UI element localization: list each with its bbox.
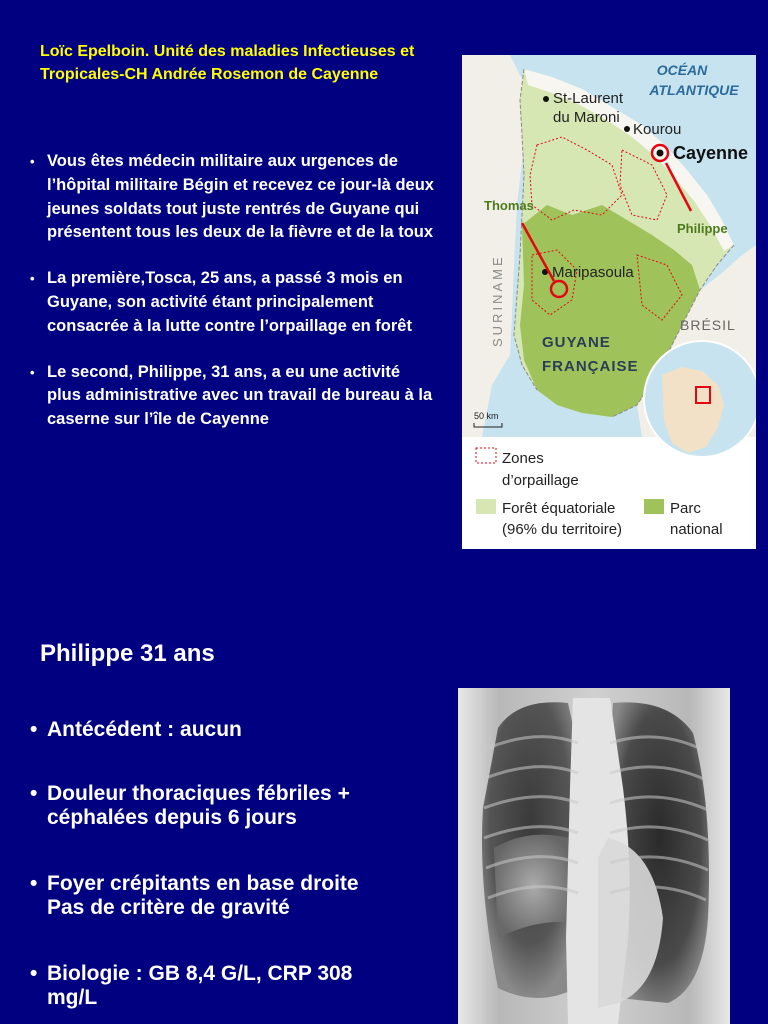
finding-line: Douleur thoraciques fébriles + (47, 782, 350, 805)
legend-swatch-zones (476, 448, 496, 463)
list-item (30, 718, 440, 742)
finding-line: mg/L (47, 986, 98, 1009)
city-cayenne: Cayenne (673, 143, 749, 163)
city-dot-kourou (624, 126, 630, 132)
list-item (30, 962, 440, 1010)
bullet-icon: • (30, 364, 35, 380)
bullet-icon: • (30, 154, 35, 169)
guyane-label-1: GUYANE (542, 334, 611, 351)
legend-foret-1: Forêt équatoriale (502, 500, 616, 517)
label-thomas: Thomas (484, 198, 534, 213)
bullet-icon: • (30, 872, 38, 895)
city-maripasoula: Maripasoula (552, 264, 634, 281)
legend-swatch-foret (476, 499, 496, 514)
case-text: La première,Tosca, 25 ans, a passé 3 mois en Guyane, son activité étant principalement consacrée à la lutte contre l’orpaillage en forêt (47, 269, 412, 335)
legend-zones-1: Zones (502, 450, 544, 467)
legend-zones-2: d’orpaillage (502, 472, 579, 489)
finding-line: Antécédent : aucun (47, 718, 242, 741)
legend-parc-1: Parc (670, 500, 701, 517)
city-dot-stlaurent (543, 96, 549, 102)
guyane-label-2: FRANÇAISE (542, 358, 639, 375)
finding-line: céphalées depuis 6 jours (47, 806, 297, 829)
list-item (30, 782, 440, 830)
bullet-icon: • (30, 782, 38, 805)
case-text: Vous êtes médecin militaire aux urgences de l’hôpital militaire Bégin et recevez ce jour-là deux jeunes soldats tout juste rentrés de Guyane qui présentent tous les deux de la fièvre et de la toux (47, 152, 434, 242)
list-item (30, 872, 440, 920)
city-stlaurent-2: du Maroni (553, 109, 620, 126)
case-text: Le second, Philippe, 31 ans, a eu une activité plus administrative avec un travail de bureau à la caserne sur l’île de Cayenne (47, 362, 433, 429)
city-dot-cayenne (657, 150, 664, 157)
ocean-label-2: ATLANTIQUE (649, 82, 739, 98)
list-item (30, 361, 435, 432)
city-kourou: Kourou (633, 121, 682, 138)
guyane-map (462, 55, 756, 549)
label-philippe: Philippe (677, 221, 728, 236)
list-item (30, 150, 435, 245)
legend-foret-2: (96% du territoire) (502, 521, 623, 538)
list-item (30, 267, 435, 338)
legend-swatch-parc (644, 499, 664, 514)
finding-line: Pas de critère de gravité (47, 896, 290, 919)
slide-2 (0, 600, 768, 1024)
finding-line: Biologie : GB 8,4 G/L, CRP 308 (47, 962, 353, 985)
legend-parc-2: national (670, 521, 723, 538)
chest-xray-image (458, 688, 730, 1024)
bullet-icon: • (30, 962, 38, 985)
country-bresil: BRÉSIL (680, 317, 736, 333)
clinical-findings-list (30, 718, 440, 1010)
finding-line: Foyer crépitants en base droite (47, 872, 359, 895)
case-description-list (30, 150, 435, 454)
scale-label: 50 km (474, 411, 499, 421)
ocean-label-1: OCÉAN (656, 62, 708, 78)
city-stlaurent-1: St-Laurent (553, 90, 624, 107)
bullet-icon: • (30, 271, 35, 287)
bullet-icon: • (30, 718, 38, 741)
country-suriname: SURINAME (490, 254, 505, 347)
slide-title: Philippe 31 ans (40, 640, 215, 667)
map-illustration (462, 55, 756, 549)
author-affiliation: Loïc Epelboin. Unité des maladies Infectieuses et Tropicales-CH Andrée Rosemon de Cayenne (40, 43, 415, 83)
chest-xray-drawing (458, 688, 730, 1024)
